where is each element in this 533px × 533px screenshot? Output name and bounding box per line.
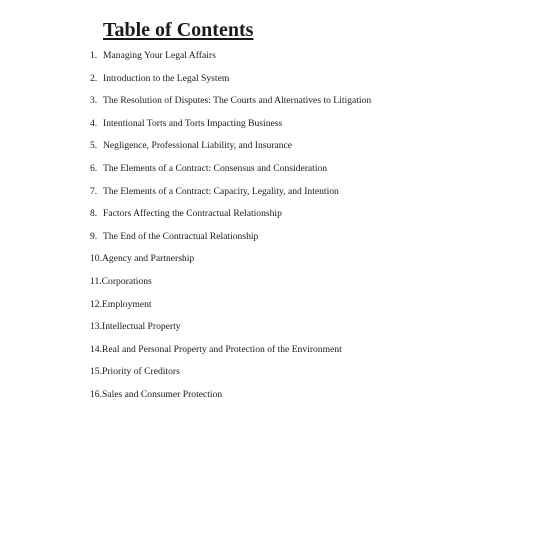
toc-item-label: Managing Your Legal Affairs <box>103 50 216 61</box>
toc-item-number: 2. <box>90 72 98 84</box>
toc-item-number: 3. <box>90 95 98 107</box>
toc-item <box>90 185 371 208</box>
toc-item-label: Intellectual Property <box>102 321 181 333</box>
toc-item <box>90 117 371 140</box>
toc-item-label: Intentional Torts and Torts Impacting Business <box>103 117 283 129</box>
toc-item-number: 10. <box>90 253 102 265</box>
toc-item <box>90 139 371 162</box>
toc-item <box>90 94 371 117</box>
toc-item-label: Corporations <box>101 275 152 287</box>
toc-item-number: 11. <box>90 275 102 287</box>
toc-item <box>90 365 371 388</box>
toc-item-label: The Elements of a Contract: Consensus and Consideration <box>103 162 328 174</box>
toc-item-label: The Elements of a Contract: Capacity, Legality, and Intention <box>103 185 339 197</box>
toc-item-number: 4. <box>90 117 98 129</box>
toc-item <box>90 298 371 321</box>
toc-item-label: The Resolution of Disputes: The Courts and Alternatives to Litigation <box>103 95 372 107</box>
toc-item-label: Factors Affecting the Contractual Relationship <box>103 208 282 220</box>
toc-item-number: 12. <box>90 298 102 310</box>
toc-item-number: 8. <box>90 208 98 220</box>
toc-item-number: 9. <box>90 230 98 242</box>
toc-item <box>90 207 371 230</box>
toc-item-number: 16. <box>90 388 102 400</box>
page-title: Table of Contents <box>103 19 254 41</box>
toc-item <box>90 72 371 95</box>
toc-item-label: Agency and Partnership <box>102 253 195 265</box>
toc-item-label: The End of the Contractual Relationship <box>103 230 259 242</box>
toc-item-label: Real and Personal Property and Protection of the Environment <box>102 343 342 355</box>
toc-item <box>90 275 371 298</box>
toc-item <box>90 320 371 343</box>
toc-item-number: 14. <box>90 343 102 355</box>
toc-item-label: Priority of Creditors <box>102 366 180 378</box>
toc-item <box>90 252 371 275</box>
toc-item-number: 5. <box>90 140 98 152</box>
toc-item-label: Employment <box>102 298 152 310</box>
toc-item-number: 6. <box>90 162 98 174</box>
toc-item <box>90 388 371 411</box>
toc-item-label: Sales and Consumer Protection <box>102 388 223 400</box>
toc-item-number: 13. <box>90 321 102 333</box>
toc-item-label: Negligence, Professional Liability, and Insurance <box>103 140 293 152</box>
toc-item-label: Introduction to the Legal System <box>103 72 230 84</box>
toc-item <box>90 343 371 366</box>
toc-item-number: 15. <box>90 366 102 378</box>
toc-list <box>90 49 371 411</box>
toc-item <box>90 49 371 72</box>
toc-item <box>90 162 371 185</box>
toc-item <box>90 230 371 253</box>
toc-item-number: 7. <box>90 185 98 197</box>
toc-item-number: 1. <box>90 50 98 61</box>
